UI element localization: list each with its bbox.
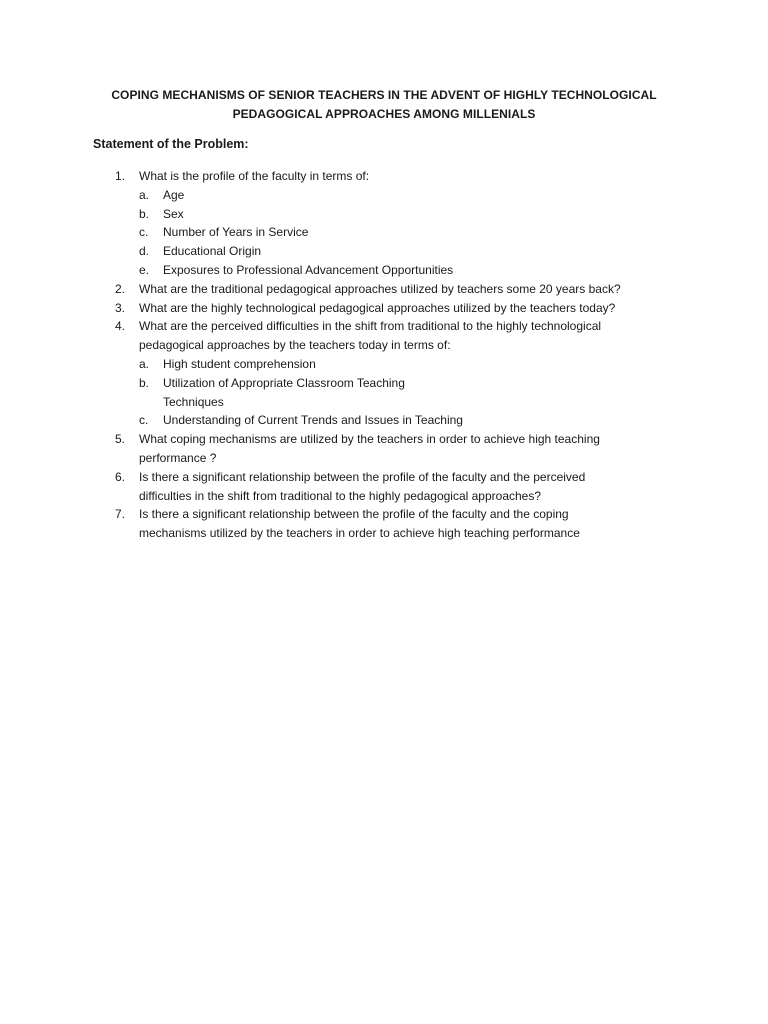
question-text-line: pedagogical approaches by the teachers today in terms of: <box>139 338 451 353</box>
question-text-line: What are the highly technological pedagogical approaches utilized by the teachers today? <box>139 300 616 315</box>
sub-item-letter: a. <box>139 356 150 371</box>
sub-item-letter: b. <box>139 375 150 390</box>
sub-item-text-line: Age <box>163 187 185 202</box>
document-title <box>60 86 708 124</box>
question-text-line: Is there a significant relationship between the profile of the faculty and the coping <box>139 507 569 522</box>
sub-item-letter: a. <box>139 187 150 202</box>
sub-item-letter: c. <box>139 225 149 240</box>
sub-item <box>0 186 663 205</box>
question-text-line: difficulties in the shift from traditional to the highly pedagogical approaches? <box>139 488 542 503</box>
question-number: 4. <box>115 319 126 334</box>
sub-item-text-line: Techniques <box>163 394 224 409</box>
sub-item-text-line: Number of Years in Service <box>163 225 309 240</box>
sub-item-text-line: Understanding of Current Trends and Issues in Teaching <box>163 413 463 428</box>
sub-item <box>0 205 663 224</box>
question-text-line: Is there a significant relationship between the profile of the faculty and the perceived <box>139 469 586 484</box>
question-number: 6. <box>115 469 126 484</box>
question-text-line: What coping mechanisms are utilized by the teachers in order to achieve high teaching <box>139 432 600 447</box>
question-item <box>0 505 679 543</box>
question-item <box>0 167 679 186</box>
title-line-1: COPING MECHANISMS OF SENIOR TEACHERS IN THE ADVENT OF HIGHLY TECHNOLOGICAL <box>111 88 657 102</box>
title-line-2: PEDAGOGICAL APPROACHES AMONG MILLENIALS <box>232 107 536 121</box>
sub-item-letter: c. <box>139 413 149 428</box>
sub-item-text-line: Utilization of Appropriate Classroom Teaching <box>163 375 405 390</box>
sub-item <box>0 374 663 412</box>
section-heading: Statement of the Problem: <box>93 137 249 151</box>
sub-item-letter: d. <box>139 244 150 259</box>
question-item <box>0 468 679 506</box>
question-text-line: What are the perceived difficulties in the shift from traditional to the highly technological <box>139 319 602 334</box>
question-text-line: performance ? <box>139 450 217 465</box>
sub-item-text-line: High student comprehension <box>163 356 316 371</box>
question-item <box>0 280 679 299</box>
sub-item <box>0 411 663 430</box>
sub-item-letter: b. <box>139 206 150 221</box>
question-text-line: What is the profile of the faculty in terms of: <box>139 169 370 183</box>
question-text-line: What are the traditional pedagogical approaches utilized by teachers some 20 years back? <box>139 281 621 296</box>
question-number: 2. <box>115 281 126 296</box>
question-number: 7. <box>115 507 126 522</box>
question-item <box>0 430 679 468</box>
sub-item <box>0 261 663 280</box>
sub-item-letter: e. <box>139 262 150 277</box>
sub-item-text-line: Sex <box>163 206 184 221</box>
question-number: 1. <box>115 169 126 183</box>
sub-item-text-line: Exposures to Professional Advancement Opportunities <box>163 262 454 277</box>
sub-item-text-line: Educational Origin <box>163 244 262 259</box>
question-list <box>0 167 768 543</box>
question-item <box>0 299 679 318</box>
sub-item <box>0 242 663 261</box>
question-text-line: mechanisms utilized by the teachers in order to achieve high teaching performance <box>139 526 580 541</box>
question-item <box>0 317 679 355</box>
sub-item <box>0 223 663 242</box>
sub-item <box>0 355 663 374</box>
question-number: 5. <box>115 432 126 447</box>
question-number: 3. <box>115 300 126 315</box>
